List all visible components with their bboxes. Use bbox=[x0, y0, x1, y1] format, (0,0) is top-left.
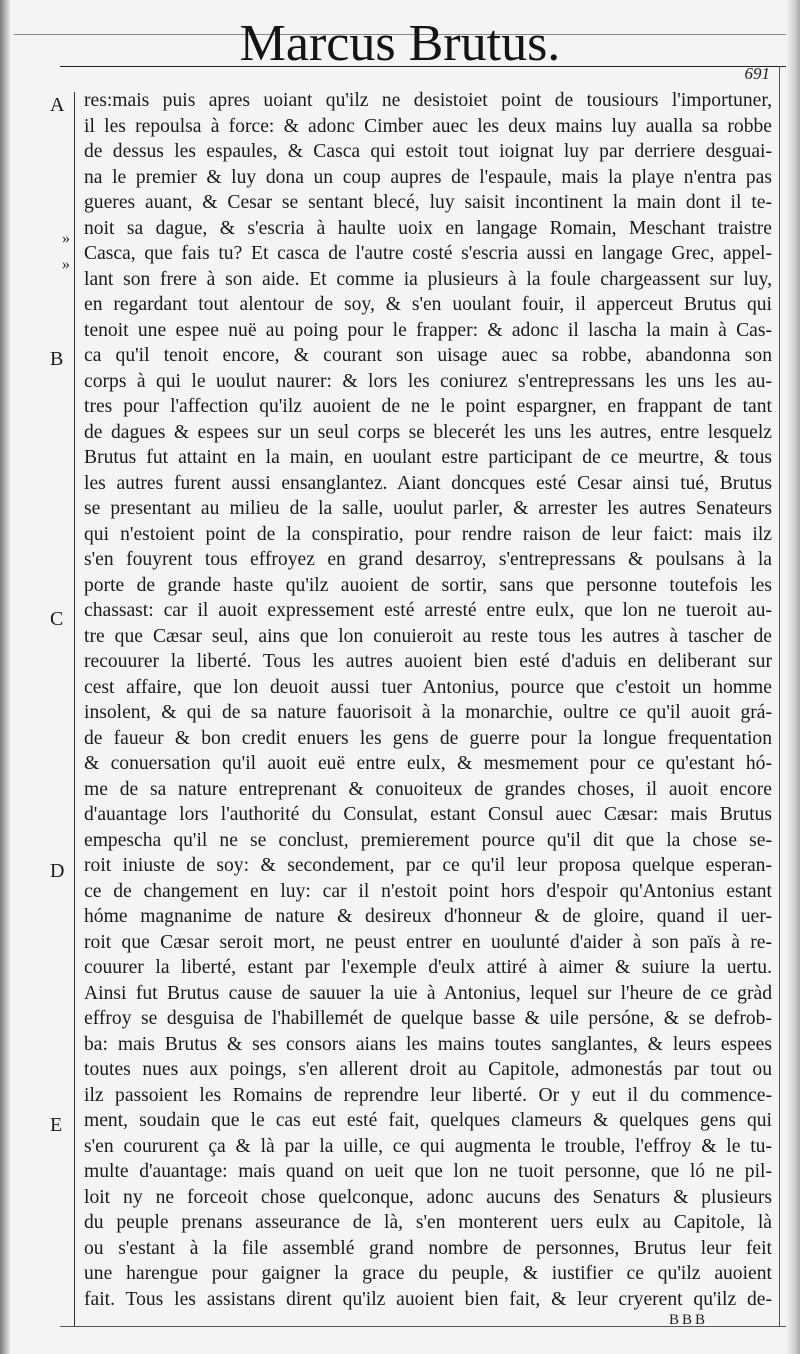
text-line: tre que Cæsar seul, ains que lon conuieroit au reste tous les autres à tascher de bbox=[84, 625, 772, 647]
text-line: fait. Tous les assistans dirent qu'ilz auoient bien fait, & leur cryerent qu'ilz de- bbox=[84, 1288, 772, 1310]
margin-letter-d: D bbox=[50, 860, 65, 882]
margin-letter-c: C bbox=[50, 608, 64, 630]
text-line: effroy se desguisa de l'habillemét de quelque basse & uile persóne, & se defrob- bbox=[84, 1008, 772, 1029]
body-text bbox=[84, 88, 772, 1312]
text-line: porte de grande haste qu'ilz auoient de sortir, sans que personne toutefois les bbox=[84, 574, 772, 596]
text-line: s'en coururent ça & là par la uille, ce qui augmenta le trouble, l'effroy & le tu- bbox=[84, 1135, 772, 1157]
text-line: recouurer la liberté. Tous les autres auoient bien esté d'aduis en deliberant sur bbox=[84, 651, 772, 672]
quote-mark: » bbox=[62, 230, 70, 247]
text-line: noit sa dague, & s'escria à haulte uoix en langage Romain, Meschant traistre bbox=[84, 217, 772, 239]
text-line: ce de changement en luy: car il n'estoit point hors d'espoir qu'Antonius estant bbox=[84, 880, 772, 902]
text-line: les autres furent aussi ensanglantez. Aiant doncques esté Cesar ainsi tué, Brutus bbox=[84, 472, 772, 494]
text-line: ba: mais Brutus & ses consors aians les mains toutes sanglantes, & leurs espees bbox=[84, 1033, 772, 1055]
margin-letter-b: B bbox=[50, 348, 64, 370]
text-line: na le premier & luy dona un coup aupres de l'espaule, mais la playe n'entra pas bbox=[84, 166, 772, 188]
margin-letter-a: A bbox=[50, 94, 65, 116]
text-line: de dagues & espees sur un seul corps se blecerét les uns les autres, entre lesquelz bbox=[84, 421, 772, 443]
text-line: de faueur & bon credit enuers les gens de guerre pour la longue frequentation bbox=[84, 727, 772, 749]
text-line: cest affaire, que lon deuoit aussi tuer Antonius, pource que c'estoit un homme bbox=[84, 676, 772, 698]
text-line: se presentant au milieu de la salle, uoulut parler, & arrester les autres Senateurs bbox=[84, 498, 772, 519]
text-line: lant son frere à son aide. Et comme ia plusieurs à la foule chargeassent sur luy, bbox=[84, 268, 772, 290]
text-line: il les repoulsa à force: & adonc Cimber auec les deux mains luy aualla sa robbe bbox=[84, 115, 772, 137]
margin-letter-e: E bbox=[50, 1114, 63, 1136]
text-line: empescha qu'il ne se conclust, premierement pource qu'il dit que la chose se- bbox=[84, 829, 772, 851]
text-line: ca qu'il tenoit encore, & courant son uisage auec sa robbe, abandonna son bbox=[84, 345, 772, 366]
text-line: chassast: car il auoit expressement esté arresté entre eulx, que lon ne tueroit au- bbox=[84, 600, 772, 621]
text-line: tres pour l'affection qu'ilz auoient de ne le point espargner, en frappant de tant bbox=[84, 396, 772, 417]
text-line: res:mais puis apres uoiant qu'ilz ne desistoiet point de tousiours l'importuner, bbox=[84, 90, 772, 111]
left-margin-rule bbox=[74, 92, 75, 1327]
text-line: hóme magnanime de nature & desireux d'honneur & de gloire, quand il uer- bbox=[84, 906, 772, 927]
text-line: ment, soudain que le cas eut esté fait, quelques clameurs & quelques gens qui bbox=[84, 1110, 772, 1131]
text-line: ou s'estant à la file assemblé grand nombre de personnes, Brutus leur feit bbox=[84, 1237, 772, 1259]
page-edge-shadow bbox=[786, 0, 800, 1354]
folio-number: 691 bbox=[744, 64, 770, 83]
text-line: multe d'auantage: mais quand on ueit que lon ne tuoit personne, que ló ne pil- bbox=[84, 1161, 772, 1182]
text-line: toutes nues aux poings, s'en allerent droit au Capitole, admonestás par tout ou bbox=[84, 1059, 772, 1080]
text-line: qui n'estoient point de la conspiratio, pour rendre raison de leur faict: mais ilz bbox=[84, 523, 772, 545]
text-line: en regardant tout alentour de soy, & s'en uoulant fouir, il apperceut Brutus qui bbox=[84, 294, 772, 315]
text-line: du peuple prenans asseurance de là, s'en monterent uers eulx au Capitole, là bbox=[84, 1212, 772, 1233]
right-margin-rule bbox=[779, 66, 780, 1326]
text-line: corps à qui le uoulut naurer: & lors les coniurez s'entrepressans les uns les au- bbox=[84, 370, 772, 392]
text-line: Casca, que fais tu? Et casca de l'autre costé s'escria aussi en langage Grec, appel- bbox=[84, 243, 772, 264]
text-line: Ainsi fut Brutus cause de sauuer la uie à Antonius, lequel sur l'heure de ce gràd bbox=[84, 982, 772, 1004]
text-line: ilz passoient les Romains de reprendre leur liberté. Or y eut il du commence- bbox=[84, 1084, 772, 1106]
text-line: de dessus les espaules, & Casca qui estoit tout ioignat luy par derriere desguai- bbox=[84, 141, 772, 162]
quote-mark: » bbox=[62, 256, 70, 273]
text-line: Brutus fut attaint en la main, en uoulant estre participant de ce meurtre, & tous bbox=[84, 447, 772, 468]
text-line: loit ny ne forceoit chose quelconque, adonc aucuns des Senaturs & plusieurs bbox=[84, 1186, 772, 1208]
text-line: d'auantage lors l'authorité du Consulat, estant Consul auec Cæsar: mais Brutus bbox=[84, 804, 772, 825]
text-line: me de sa nature entreprenant & conuoiteux de grandes choses, il auoit encore bbox=[84, 778, 772, 800]
running-title: Marcus Brutus. bbox=[239, 15, 561, 72]
text-line: & conuersation qu'il auoit euë entre eulx, & mesmement pour ce qu'estant hó- bbox=[84, 753, 772, 774]
text-line: gueres auant, & Cesar se sentant blecé, luy saisit incontinent la main dont il te- bbox=[84, 192, 772, 213]
page-binding-shadow bbox=[0, 0, 10, 1354]
text-line: une harengue pour gaigner la grace du peuple, & iustifier ce qu'ilz auoient bbox=[84, 1263, 772, 1284]
text-line: insolent, & qui de sa nature fauorisoit à la monarchie, oultre ce qu'il auoit grá- bbox=[84, 702, 772, 723]
text-line: couurer la liberté, estant par l'exemple d'eulx attiré à aimer & suiure la uertu. bbox=[84, 957, 772, 978]
text-line: tenoit une espee nuë au poing pour le frapper: & adonc il lascha la main à Cas- bbox=[84, 319, 772, 341]
text-line: roit iniuste de soy: & secondement, par ce qu'il leur proposa quelque esperan- bbox=[84, 855, 772, 876]
signature-mark: BBB bbox=[668, 1312, 708, 1328]
text-line: roit que Cæsar seroit mort, ne peust entrer en uoulunté d'aider à son païs à re- bbox=[84, 931, 772, 953]
text-line: s'en fouyrent tous effroyez en grand desarroy, s'entrepressans & poulsans à la bbox=[84, 549, 772, 570]
